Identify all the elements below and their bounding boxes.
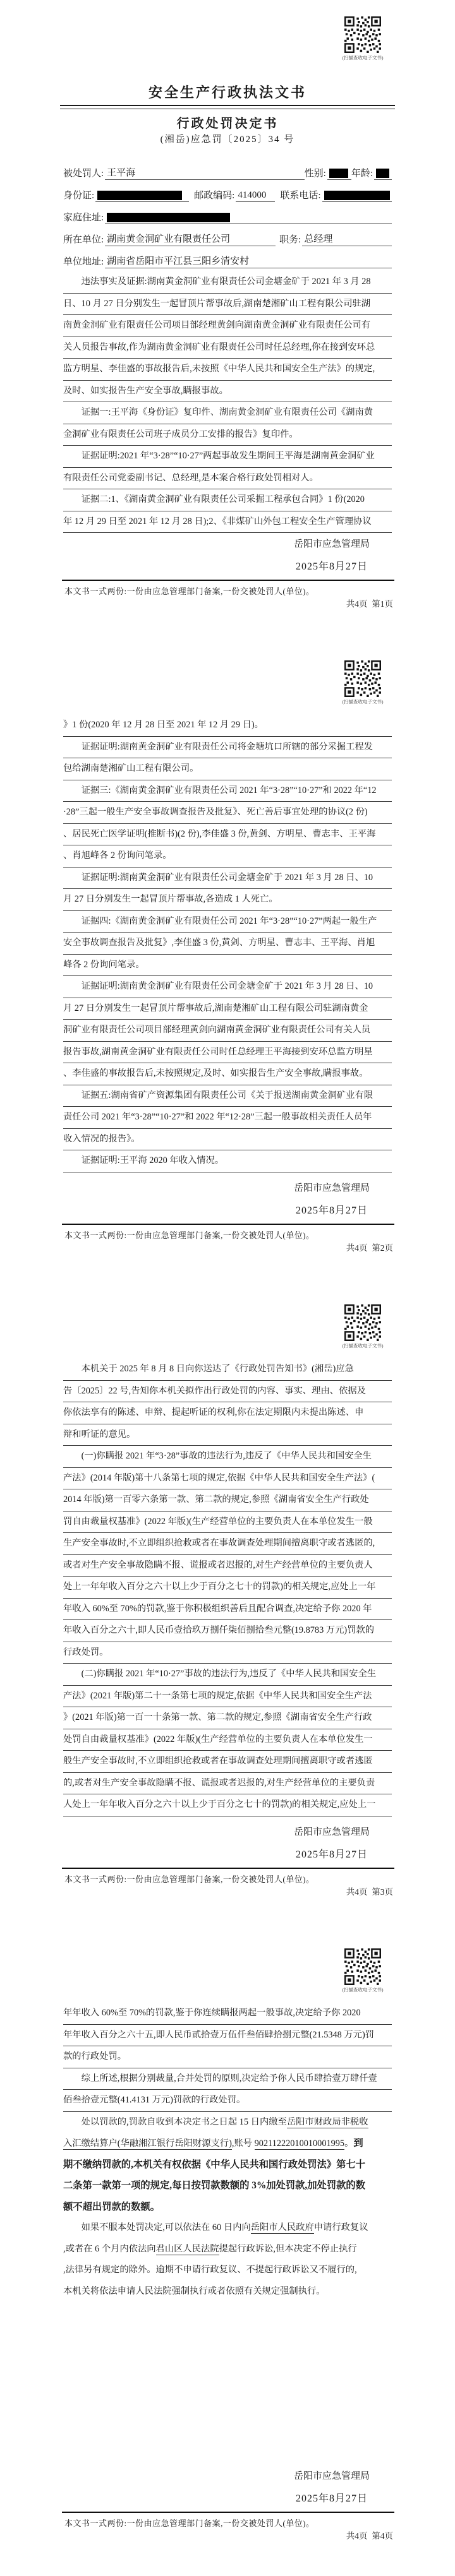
age-value bbox=[374, 168, 392, 180]
body-line: 本机关将依法申请人民法院强制执行或者依照有关规定强制执行。 bbox=[63, 2286, 325, 2296]
body-line: 综上所述,根据分别裁量,合并处罚的原则,决定给予你人民币肆拾壹万肆仟壹 bbox=[63, 2068, 392, 2090]
redaction-box bbox=[107, 213, 230, 222]
body-line: 证据二:1、《湖南黄金洞矿业有限责任公司采掘工程承包合同》1 份(2020 bbox=[63, 489, 392, 511]
court-name: 君山区人民法院 bbox=[155, 2243, 219, 2254]
body-line: 金洞矿业有限责任公司班子成员分工安排的报告》复印件。 bbox=[63, 424, 392, 446]
body-line: 日、10 月 27 日分别发生一起冒顶片帮事故后,湖南楚湘矿山工程有限公司驻湖 bbox=[63, 294, 392, 316]
body-line: 及时、如实报告生产安全事故,瞒报事故。 bbox=[63, 381, 392, 403]
body-line: 月 27 日分别发生一起冒顶片帮事故后,湖南楚湘矿山工程有限公司驻湖南黄金 bbox=[63, 998, 392, 1020]
body-line: 证据证明:湖南黄金洞矿业有限责任公司将金塘坑口所辖的部分采掘工程发 bbox=[63, 737, 392, 759]
body-line: 罚自由裁量权基准》(2022 年版)(生产经营单位的主要负责人在本单位发生一般 bbox=[63, 1512, 392, 1534]
qr-code-icon bbox=[344, 1304, 381, 1341]
page-3 bbox=[0, 1288, 455, 1932]
footer-agency: 岳阳市应急管理局 bbox=[293, 1183, 370, 1193]
footer-rule bbox=[62, 2512, 394, 2513]
body-line: 年收入百分之六十,即人民币壹拾玖万捌仟柒佰捌拾叁元整(19.8783 万元)罚款的 bbox=[63, 1620, 392, 1642]
review-authority: 岳阳市人民政府 bbox=[250, 2222, 314, 2233]
footer-agency: 岳阳市应急管理局 bbox=[293, 539, 370, 549]
body-line: 款的行政处罚。 bbox=[63, 2046, 392, 2068]
body-line: 的,或者对生产安全事故隐瞒不报、谎报或者迟报的,对生产经营单位的主要负责 bbox=[63, 1773, 392, 1795]
body-line: 证据四:《湖南黄金洞矿业有限责任公司 2021 年“3·28”“10·27”两起一般生产 bbox=[63, 911, 392, 933]
page3-body bbox=[63, 1359, 392, 1816]
body-line: 产法》(2021 年版)第二十一条第七项的规定,依据《中华人民共和国安全生产法 bbox=[63, 1686, 392, 1708]
id-value bbox=[95, 190, 189, 202]
postcode-label: 邮政编码: bbox=[194, 191, 235, 201]
signature-block bbox=[259, 537, 404, 573]
payment-bank: 入汇缴结算户(华融湘江银行岳阳财源支行) bbox=[63, 2138, 232, 2149]
form-row-name bbox=[63, 158, 392, 180]
body-line: 你依法享有的陈述、申辩、提起听证的权利,你在法定期限内未提出陈述、申 bbox=[63, 1402, 392, 1424]
body-line: 年年收入 60%至 70%的罚款,鉴于你连续瞒报两起一般事故,决定给予你 2020 bbox=[63, 2003, 392, 2025]
appeal-text: 申请行政复议 bbox=[313, 2222, 368, 2233]
body-line-bold: 期不缴纳罚款的,本机关有权依据《中华人民共和国行政处罚法》第七十 bbox=[63, 2159, 366, 2170]
body-line: 证据证明:湖南黄金洞矿业有限责任公司金塘金矿于 2021 年 3 月 28 日、10 bbox=[63, 868, 392, 890]
body-line: (一)你瞒报 2021 年“3·28”事故的违法行为,违反了《中华人民共和国安全生 bbox=[63, 1446, 392, 1468]
body-line: 、肖旭峰各 2 份询问笔录。 bbox=[63, 845, 392, 868]
appeal-text: 如果不服本处罚决定,可以依法在 60 日内向 bbox=[63, 2222, 251, 2233]
footer-rule bbox=[62, 1868, 394, 1869]
body-line: 本机关于 2025 年 8 月 8 日向你送达了《行政处罚告知书》(湘岳)应急 bbox=[63, 1359, 392, 1381]
page1-body bbox=[63, 271, 392, 533]
name-label: 被处罚人: bbox=[63, 169, 104, 179]
footer-agency: 岳阳市应急管理局 bbox=[293, 2471, 370, 2481]
body-line: 峰各 2 份询问笔录。 bbox=[63, 955, 392, 977]
body-line: 收入情况的报告》。 bbox=[63, 1129, 392, 1151]
form-row-home bbox=[63, 202, 392, 224]
qr-caption: (扫描查收电子文书) bbox=[342, 699, 384, 705]
body-line: 违法事实及证据:湖南黄金洞矿业有限责任公司金塘金矿于 2021 年 3 月 28 bbox=[63, 271, 392, 294]
duty-label: 职务: bbox=[279, 235, 301, 245]
redaction-box bbox=[329, 169, 348, 178]
late-penalty-text: 到 bbox=[353, 2138, 363, 2149]
qr-caption: (扫描查收电子文书) bbox=[342, 1343, 384, 1349]
footer-date: 2025年8月27日 bbox=[295, 2493, 368, 2504]
account-label: ,账号 bbox=[231, 2138, 255, 2149]
appeal-text: 提起行政诉讼,但本决定不停止执行 bbox=[219, 2243, 357, 2254]
form-row-id bbox=[63, 180, 392, 202]
payment-text: 处以罚款的,罚款自收到本决定书之日起 15 日内缴至 bbox=[63, 2116, 287, 2127]
body-line: 证据一:王平海《身份证》复印件、湖南黄金洞矿业有限责任公司《湖南黄 bbox=[63, 402, 392, 424]
period-mark: 。 bbox=[344, 2138, 354, 2149]
gender-value bbox=[327, 168, 351, 180]
decision-title: 行政处罚决定书 bbox=[176, 117, 279, 131]
payment-account-name: 岳阳市财政局非税收 bbox=[286, 2116, 368, 2127]
qr-code-icon bbox=[344, 660, 381, 697]
qr-code-icon bbox=[344, 1948, 381, 1985]
qr-block bbox=[336, 16, 389, 61]
body-line: 处罚自由裁量权基准》(2022 年版)(生产经营单位的主要负责人在本单位发生一 bbox=[63, 1729, 392, 1751]
body-line: 产法》(2014 年版)第十八条第七项的规定,依据《中华人民共和国安全生产法》( bbox=[63, 1468, 392, 1490]
footer-date: 2025年8月27日 bbox=[295, 1849, 368, 1860]
unit-label: 所在单位: bbox=[63, 235, 104, 245]
body-line: 证据证明:2021 年“3·28”“10·27”两起事故发生期间王平海是湖南黄金洞矿业 bbox=[63, 446, 392, 468]
doc-type-title: 安全生产行政执法文书 bbox=[148, 85, 306, 100]
body-line: 告〔2025〕22 号,告知你本机关拟作出行政处罚的内容、事实、理由、依据及 bbox=[63, 1381, 392, 1403]
title-divider bbox=[60, 105, 395, 109]
age-label: 年龄: bbox=[351, 169, 373, 179]
home-address-label: 家庭住址: bbox=[63, 213, 104, 223]
body-line: 监方明星、李佳盛的事故报告后,未按照《中华人民共和国安全生产法》的规定, bbox=[63, 359, 392, 381]
unit-address-value: 湖南省岳阳市平江县三阳乡清安村 bbox=[105, 254, 392, 268]
body-line: ,法律另有规定的除外。逾期不申请行政复议、不提起行政诉讼又不履行的, bbox=[63, 2265, 357, 2275]
body-line: 年收入 60%至 70%的罚款,鉴于你积极组织善后且配合调查,决定给予你 2020 年 bbox=[63, 1599, 392, 1621]
page-indicator: 共4页 第3页 bbox=[346, 1887, 393, 1897]
body-line: 月 27 日分别发生一起冒顶片帮事故,各造成 1 人死亡。 bbox=[63, 889, 392, 911]
page-indicator: 共4页 第1页 bbox=[346, 599, 393, 609]
home-address-value bbox=[105, 212, 392, 224]
body-line-bold: 额不超出罚款的数额。 bbox=[63, 2201, 160, 2212]
footer-rule bbox=[62, 1224, 394, 1225]
body-line: 责任公司 2021 年“3·28”“10·27”和 2022 年“12·28”三起一般事故相关责任人员年 bbox=[63, 1107, 392, 1129]
name-value: 王平海 bbox=[105, 165, 304, 180]
body-line: 证据五:湖南省矿产资源集团有限责任公司《关于报送湖南黄金洞矿业有限 bbox=[63, 1085, 392, 1107]
doc-number: (湘岳)应急罚〔2025〕34 号 bbox=[160, 134, 295, 145]
party-form bbox=[63, 158, 392, 268]
account-number: 90211222010010001995 bbox=[254, 2138, 345, 2149]
page-indicator: 共4页 第4页 bbox=[346, 2531, 393, 2541]
postcode-value: 414000 bbox=[236, 190, 275, 202]
footer-note: 本文书一式两份:一份由应急管理部门备案,一份交被处罚人(单位)。 bbox=[64, 1875, 315, 1884]
footer-date: 2025年8月27日 bbox=[295, 561, 368, 572]
qr-block bbox=[336, 1948, 389, 1993]
page-indicator: 共4页 第2页 bbox=[346, 1243, 393, 1253]
unit-address-label: 单位地址: bbox=[63, 257, 104, 267]
body-line bbox=[63, 2217, 392, 2239]
body-line: 报告事故,湖南黄金洞矿业有限责任公司时任总经理王平海接到安环总监方明星 bbox=[63, 1042, 392, 1064]
appeal-text: ,或者在 6 个月内依法向 bbox=[63, 2243, 156, 2254]
body-line: 生产安全事故时,不立即组织抢救或者在事故调查处理期间擅离职守或者逃匿的, bbox=[63, 1533, 392, 1555]
body-line: ·28”三起一般生产安全事故调查报告及批复》、死亡善后事宜处理的协议(2 份) bbox=[63, 802, 392, 824]
body-line: 、居民死亡医学证明(推断书)(2 份),李佳盛 3 份,黄剑、方明星、曹志丰、王平海 bbox=[63, 824, 392, 846]
body-line: 处上一年年收入百分之六十以上少于百分之七十的罚款)的相关规定,应处上一年 bbox=[63, 1577, 392, 1599]
body-line bbox=[63, 2133, 392, 2154]
qr-block bbox=[336, 660, 389, 705]
form-row-unit-address bbox=[63, 246, 392, 268]
page2-body bbox=[63, 715, 392, 1172]
footer-note: 本文书一式两份:一份由应急管理部门备案,一份交被处罚人(单位)。 bbox=[64, 2519, 315, 2528]
body-line: 2014 年版)第一百零六条第一款、第二款的规定,参照《湖南省安全生产行政处 bbox=[63, 1489, 392, 1512]
body-line: 或者对生产安全事故隐瞒不报、谎报或者迟报的,对生产经营单位的主要负责人 bbox=[63, 1555, 392, 1577]
footer-rule bbox=[62, 580, 394, 581]
body-line: 人处上一年年收入百分之六十以上少于百分之七十的罚款)的相关规定,应处上一 bbox=[63, 1794, 392, 1816]
gender-label: 性别: bbox=[304, 169, 326, 179]
body-line: 年 12 月 29 日至 2021 年 12 月 28 日);2、《非煤矿山外包工程安全生产管理协议 bbox=[63, 511, 392, 534]
qr-code-icon bbox=[344, 16, 381, 53]
phone-label: 联系电话: bbox=[280, 191, 321, 201]
body-line: 证据证明:湖南黄金洞矿业有限责任公司金塘金矿于 2021 年 3 月 28 日、10 bbox=[63, 976, 392, 998]
footer-note: 本文书一式两份:一份由应急管理部门备案,一份交被处罚人(单位)。 bbox=[64, 587, 315, 596]
footer-note: 本文书一式两份:一份由应急管理部门备案,一份交被处罚人(单位)。 bbox=[64, 1231, 315, 1240]
id-label: 身份证: bbox=[63, 191, 95, 201]
body-line: 般生产安全事故时,不立即组织抢救或者在事故调查处理期间擅离职守或者逃匿 bbox=[63, 1751, 392, 1773]
body-line-bold: 二条第一款第一项的规定,每日按罚款数额的 3%加处罚款,加处罚款的数 bbox=[63, 2180, 366, 2191]
body-line: 年年收入百分之六十五,即人民币贰拾壹万伍仟叁佰肆拾捌元整(21.5348 万元)罚 bbox=[63, 2025, 392, 2047]
body-line: 安全事故调查报告及批复》,李佳盛 3 份,黄剑、方明星、曹志丰、王平海、肖旭 bbox=[63, 933, 392, 955]
unit-value: 湖南黄金洞矿业有限责任公司 bbox=[105, 232, 276, 246]
body-line: 佰叁拾壹元整(41.4131 万元)罚款的行政处罚。 bbox=[63, 2090, 392, 2112]
signature-block bbox=[259, 1825, 404, 1861]
footer-agency: 岳阳市应急管理局 bbox=[293, 1827, 370, 1837]
body-line bbox=[63, 2239, 392, 2260]
redaction-box bbox=[97, 191, 182, 200]
footer-date: 2025年8月27日 bbox=[295, 1205, 368, 1216]
body-line: 证据三:《湖南黄金洞矿业有限责任公司 2021 年“3·28”“10·27”和 2022 年“12 bbox=[63, 780, 392, 802]
signature-block bbox=[259, 2469, 404, 2505]
body-line: 洞矿业有限责任公司项目部经理黄剑向湖南黄金洞矿业有限责任公司有关人员 bbox=[63, 1020, 392, 1042]
page-4 bbox=[0, 1932, 455, 2576]
body-line bbox=[63, 2112, 392, 2133]
body-line: 有限责任公司党委副书记、总经理,是本案合格行政处罚相对人。 bbox=[63, 468, 392, 490]
page4-body bbox=[63, 2003, 392, 2302]
body-line: (二)你瞒报 2021 年“10·27”事故的违法行为,违反了《中华人民共和国安全生 bbox=[63, 1664, 392, 1686]
qr-caption: (扫描查收电子文书) bbox=[342, 1987, 384, 1993]
qr-caption: (扫描查收电子文书) bbox=[342, 55, 384, 61]
qr-block bbox=[336, 1304, 389, 1349]
body-line: 、李佳盛的事故报告后,未按照规定,及时、如实报告生产安全事故,瞒报事故。 bbox=[63, 1063, 392, 1085]
phone-value bbox=[322, 190, 392, 202]
form-row-unit bbox=[63, 224, 392, 246]
body-line: 关人员报告事故,作为湖南黄金洞矿业有限责任公司时任总经理,你在接到安环总 bbox=[63, 337, 392, 359]
duty-value: 总经理 bbox=[302, 232, 392, 246]
body-line: 行政处罚。 bbox=[63, 1642, 392, 1664]
body-line: 辩和听证的意见。 bbox=[63, 1424, 392, 1446]
body-line: 包给湖南楚湘矿山工程有限公司。 bbox=[63, 758, 392, 780]
body-line: 》1 份(2020 年 12 月 28 日至 2021 年 12 月 29 日)。 bbox=[63, 715, 392, 737]
page-1 bbox=[0, 0, 455, 644]
page-2 bbox=[0, 644, 455, 1288]
body-line: 证据证明:王平海 2020 年收入情况。 bbox=[63, 1150, 392, 1172]
signature-block bbox=[259, 1181, 404, 1217]
redaction-box bbox=[376, 169, 389, 178]
body-line: 南黄金洞矿业有限责任公司项目部经理黄剑向湖南黄金洞矿业有限责任公司有 bbox=[63, 315, 392, 337]
body-line: 》(2021 年版)第一百一十条第一款、第二款的规定,参照《湖南省安全生产行政 bbox=[63, 1707, 392, 1729]
redaction-box bbox=[324, 191, 390, 200]
